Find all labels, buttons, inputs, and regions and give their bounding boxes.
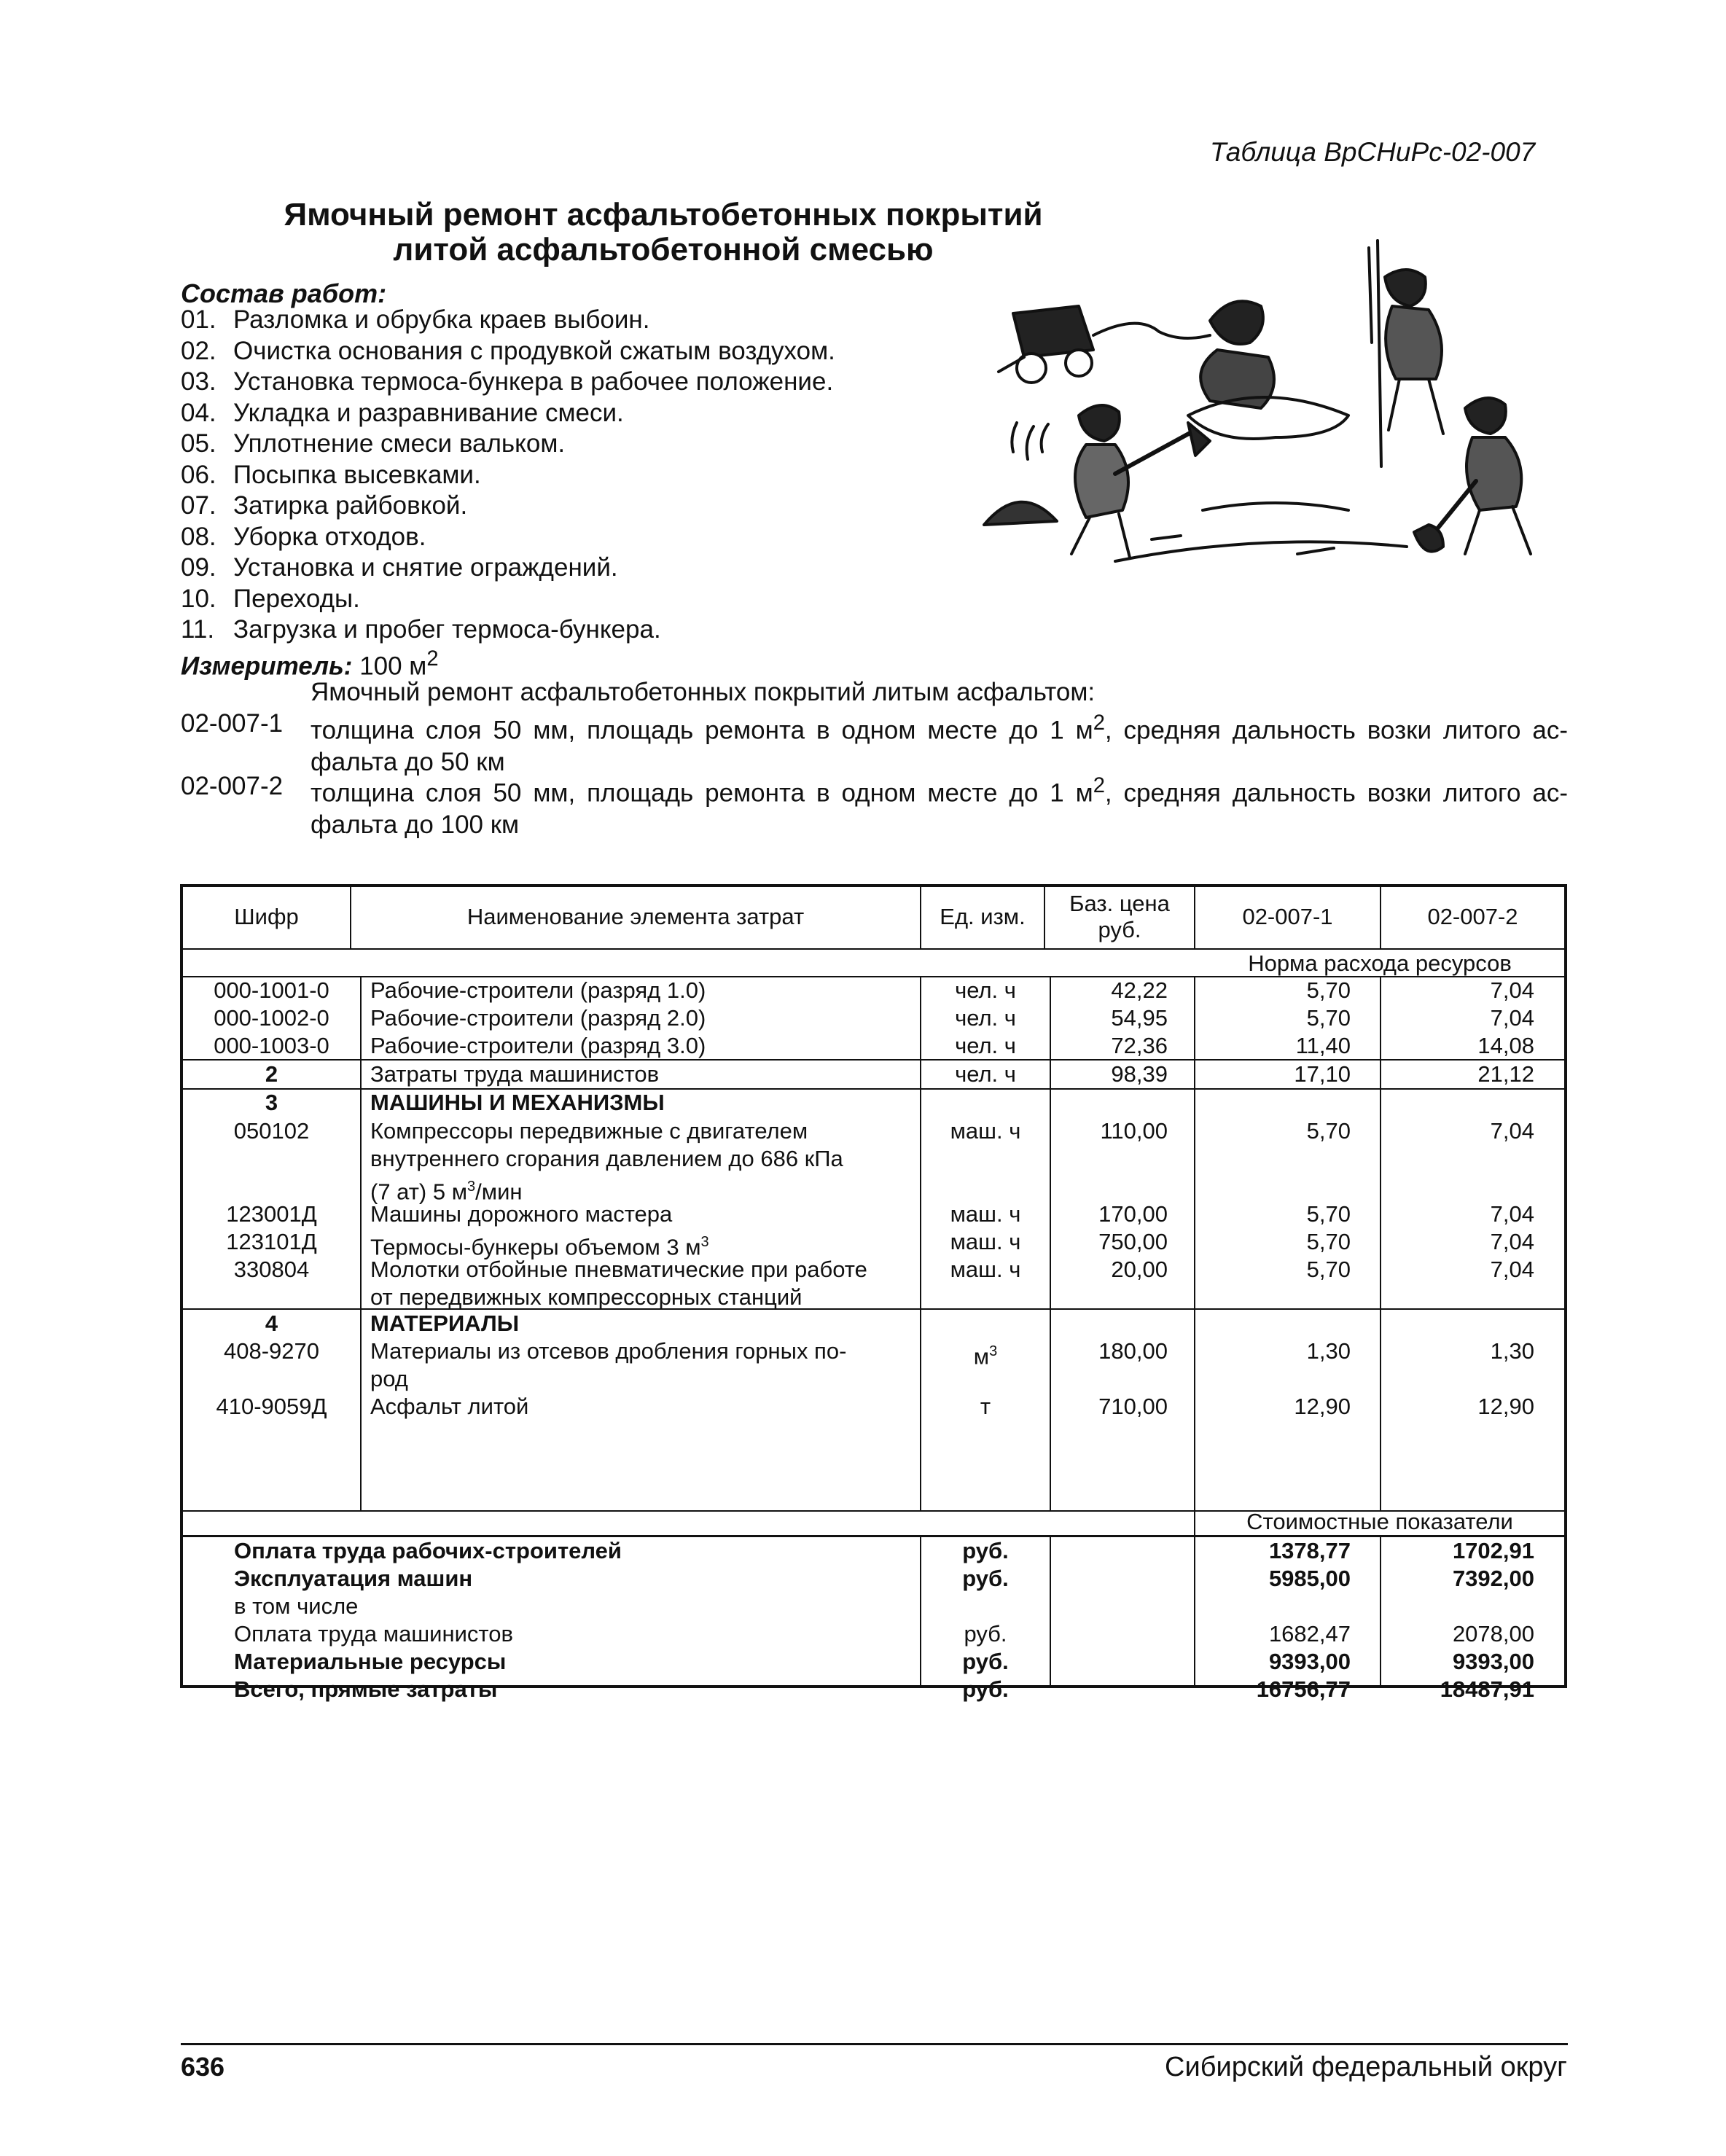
total-value-2: 7392,00: [1452, 1566, 1534, 1591]
norm-description-2-sup: 2: [1093, 774, 1105, 797]
work-item-number: 06.: [181, 460, 216, 489]
footer-rule: [181, 2043, 1568, 2045]
work-item: [181, 398, 835, 429]
work-composition-heading: Состав работ:: [181, 278, 387, 308]
cost-table: [180, 884, 1567, 1702]
row-name-line-1: Молотки отбойные пневматические при работе: [370, 1257, 867, 1282]
total-name: Материальные ресурсы: [234, 1649, 507, 1674]
work-item: [181, 460, 835, 491]
norm-code-1: 02-007-1: [181, 709, 284, 738]
row-code: 000-1002-0: [214, 1005, 329, 1031]
column-header-02-007-2: 02-007-2: [1427, 904, 1518, 929]
row-name: Затраты труда машинистов: [370, 1061, 660, 1087]
description-intro: Ямочный ремонт асфальтобетонных покрытий литым асфальтом:: [311, 678, 1096, 706]
row-code: 000-1001-0: [214, 977, 329, 1003]
work-composition-list: [181, 305, 835, 646]
column-header-02-007-1: 02-007-1: [1242, 904, 1333, 929]
total-unit: руб.: [962, 1566, 1009, 1591]
work-item: [181, 367, 835, 398]
row-value-1: 5,70: [1306, 1201, 1351, 1227]
row-value-1: 5,70: [1306, 977, 1351, 1003]
total-note: в том числе: [234, 1593, 359, 1619]
row-name-line-2: от передвижных компрессорных станций: [370, 1284, 803, 1310]
row-price: 110,00: [1100, 1118, 1168, 1144]
row-value-2: 7,04: [1490, 1201, 1534, 1227]
row-unit: маш. ч: [950, 1118, 1021, 1144]
work-item-text: Уплотнение смеси вальком.: [233, 429, 566, 458]
work-item-text: Затирка райбовкой.: [233, 491, 468, 520]
total-value-2: 18487,91: [1440, 1676, 1534, 1702]
row-name-line-1: Компрессоры передвижные с двигателем: [370, 1118, 808, 1144]
work-item-text: Переходы.: [233, 584, 360, 613]
work-item-number: 01.: [181, 305, 216, 334]
row-unit-sup: 3: [989, 1343, 998, 1359]
row-code: 330804: [233, 1257, 310, 1282]
meter-label: Измеритель:: [181, 652, 353, 681]
norm-description-2-b: , средняя дальность возки литого ас-фальта до 100 км: [311, 778, 1568, 839]
norm-description-2: [311, 770, 1568, 840]
work-item: [181, 522, 835, 553]
work-item-number: 09.: [181, 553, 216, 582]
row-unit: чел. ч: [955, 1061, 1016, 1087]
group-name: МАТЕРИАЛЫ: [370, 1311, 520, 1336]
column-header-unit: Ед. изм.: [940, 904, 1026, 929]
group-code: 3: [265, 1090, 278, 1115]
row-name-line-2: внутреннего сгорания давлением до 686 кПа: [370, 1146, 843, 1171]
total-value-1: 16756,77: [1256, 1676, 1351, 1702]
row-unit: маш. ч: [950, 1257, 1021, 1282]
row-value-1: 1,30: [1306, 1338, 1351, 1364]
row-name: Асфальт литой: [370, 1394, 529, 1419]
total-value-1: 1378,77: [1268, 1538, 1351, 1563]
row-code: 000-1003-0: [214, 1033, 329, 1058]
norm-description-1-b: , средняя дальность возки литого ас-фальта до 50 км: [311, 716, 1568, 776]
row-price: 20,00: [1111, 1257, 1168, 1282]
row-value-2: 7,04: [1490, 1257, 1534, 1282]
row-value-2: 7,04: [1490, 1229, 1534, 1254]
row-value-1: 17,10: [1294, 1061, 1351, 1087]
row-name-line-3-a: (7 ат) 5 м: [370, 1179, 468, 1205]
total-value-1: 1682,47: [1268, 1621, 1351, 1647]
row-price: 750,00: [1098, 1229, 1168, 1254]
row-price: 54,95: [1111, 1005, 1168, 1031]
work-item-text: Посыпка высевками.: [233, 460, 481, 489]
work-item-number: 02.: [181, 336, 216, 365]
row-unit: т: [980, 1394, 991, 1419]
road-workers-illustration: [969, 233, 1567, 583]
row-name-sup: 3: [700, 1234, 709, 1250]
work-item: [181, 336, 835, 367]
total-name: Оплата труда рабочих-строителей: [234, 1538, 622, 1563]
total-value-1: 9393,00: [1268, 1649, 1351, 1674]
table-label: Таблица ВрСНиРс-02-007: [1210, 137, 1536, 167]
row-value-2: 12,90: [1477, 1394, 1534, 1419]
row-value-2: 7,04: [1490, 1005, 1534, 1031]
column-header-code: Шифр: [234, 904, 299, 929]
row-name-line-3-b: /мин: [475, 1179, 523, 1205]
meter-sup: 2: [426, 647, 439, 671]
work-item-number: 11.: [181, 615, 215, 644]
work-item-number: 10.: [181, 584, 216, 613]
total-value-1: 5985,00: [1268, 1566, 1351, 1591]
row-name: Машины дорожного мастера: [370, 1201, 673, 1227]
row-code: 410-9059Д: [216, 1394, 327, 1419]
row-name: Рабочие-строители (разряд 3.0): [370, 1033, 706, 1058]
group-name: МАШИНЫ И МЕХАНИЗМЫ: [370, 1090, 665, 1115]
page-number: 636: [181, 2052, 225, 2082]
work-item: [181, 584, 835, 615]
row-unit: маш. ч: [950, 1229, 1021, 1254]
row-code: 123101Д: [226, 1229, 317, 1254]
work-item-text: Уборка отходов.: [233, 522, 426, 551]
work-item-text: Очистка основания с продувкой сжатым воздухом.: [233, 336, 835, 365]
norm-code-2: 02-007-2: [181, 772, 284, 800]
row-name-a: Термосы-бункеры объемом 3 м: [370, 1234, 701, 1260]
norm-description-2-a: толщина слоя 50 мм, площадь ремонта в одном месте до 1 м: [311, 778, 1093, 808]
row-unit: маш. ч: [950, 1201, 1021, 1227]
row-code: 2: [265, 1061, 278, 1087]
row-value-2: 14,08: [1477, 1033, 1534, 1058]
row-value-1: 12,90: [1294, 1394, 1351, 1419]
row-price: 710,00: [1098, 1394, 1168, 1419]
page-title-line-2: литой асфальтобетонной смесью: [393, 232, 934, 267]
row-price: 170,00: [1098, 1201, 1168, 1227]
row-price: 98,39: [1111, 1061, 1168, 1087]
work-item-text: Установка и снятие ограждений.: [233, 553, 618, 582]
meter-value: 100 м: [359, 652, 427, 681]
row-name: Рабочие-строители (разряд 1.0): [370, 977, 706, 1003]
row-price: 42,22: [1111, 977, 1168, 1003]
row-price: 72,36: [1111, 1033, 1168, 1058]
work-item-number: 05.: [181, 429, 216, 458]
row-unit: чел. ч: [955, 1033, 1016, 1058]
norm-description-1-sup: 2: [1093, 711, 1105, 735]
row-name: Рабочие-строители (разряд 2.0): [370, 1005, 706, 1031]
section-cost: Стоимостные показатели: [1246, 1509, 1513, 1534]
work-item-number: 08.: [181, 522, 216, 551]
row-name-line-2: род: [370, 1366, 408, 1391]
row-value-2: 1,30: [1490, 1338, 1534, 1364]
row-value-1: 11,40: [1295, 1033, 1351, 1058]
row-value-1: 5,70: [1306, 1229, 1351, 1254]
row-unit: чел. ч: [955, 1005, 1016, 1031]
work-item-text: Загрузка и пробег термоса-бункера.: [233, 615, 661, 644]
work-item-number: 07.: [181, 491, 216, 520]
section-norms: Норма расхода ресурсов: [1248, 950, 1512, 976]
row-unit: [921, 1337, 1050, 1370]
work-item: [181, 429, 835, 460]
total-value-2: 2078,00: [1452, 1621, 1534, 1647]
total-name: Оплата труда машинистов: [234, 1621, 513, 1647]
work-item-number: 04.: [181, 398, 216, 427]
page-title-line-1: Ямочный ремонт асфальтобетонных покрытий: [284, 197, 1043, 233]
total-value-2: 9393,00: [1452, 1649, 1534, 1674]
row-name-line-1: Материалы из отсевов дробления горных по-: [370, 1338, 847, 1364]
row-price: 180,00: [1098, 1338, 1168, 1364]
total-name: Эксплуатация машин: [234, 1566, 473, 1591]
column-header-price-line-1: Баз. цена: [1069, 891, 1170, 916]
row-name-line-3-sup: 3: [467, 1179, 476, 1195]
work-item: [181, 491, 835, 522]
row-value-2: 21,12: [1477, 1061, 1534, 1087]
work-item-text: Разломка и обрубка краев выбоин.: [233, 305, 650, 334]
total-unit: руб.: [962, 1676, 1009, 1702]
work-item: [181, 614, 835, 646]
column-header-name: Наименование элемента затрат: [466, 904, 805, 929]
work-item: [181, 305, 835, 336]
column-header-price-line-2: руб.: [1098, 917, 1141, 942]
total-unit: руб.: [962, 1538, 1009, 1563]
row-code: 408-9270: [223, 1338, 319, 1364]
row-value-2: 7,04: [1490, 977, 1534, 1003]
total-value-2: 1702,91: [1452, 1538, 1534, 1563]
norm-description-1: [311, 708, 1568, 778]
row-code: 123001Д: [226, 1201, 317, 1227]
row-value-1: 5,70: [1306, 1118, 1351, 1144]
group-code: 4: [265, 1311, 278, 1336]
row-code: 050102: [233, 1118, 310, 1144]
work-item-text: Установка термоса-бункера в рабочее положение.: [233, 367, 834, 396]
row-value-1: 5,70: [1306, 1005, 1351, 1031]
total-unit: руб.: [962, 1649, 1009, 1674]
norm-description-1-a: толщина слоя 50 мм, площадь ремонта в одном месте до 1 м: [311, 716, 1093, 745]
region-name: Сибирский федеральный округ: [1165, 2052, 1567, 2082]
total-unit: руб.: [964, 1621, 1007, 1647]
row-value-1: 5,70: [1306, 1257, 1351, 1282]
work-item: [181, 552, 835, 584]
row-value-2: 7,04: [1490, 1118, 1534, 1144]
work-item-text: Укладка и разравнивание смеси.: [233, 398, 624, 427]
work-item-number: 03.: [181, 367, 216, 396]
row-unit-a: м: [973, 1343, 990, 1370]
row-unit: чел. ч: [955, 977, 1016, 1003]
total-name: Всего, прямые затраты: [234, 1676, 498, 1702]
